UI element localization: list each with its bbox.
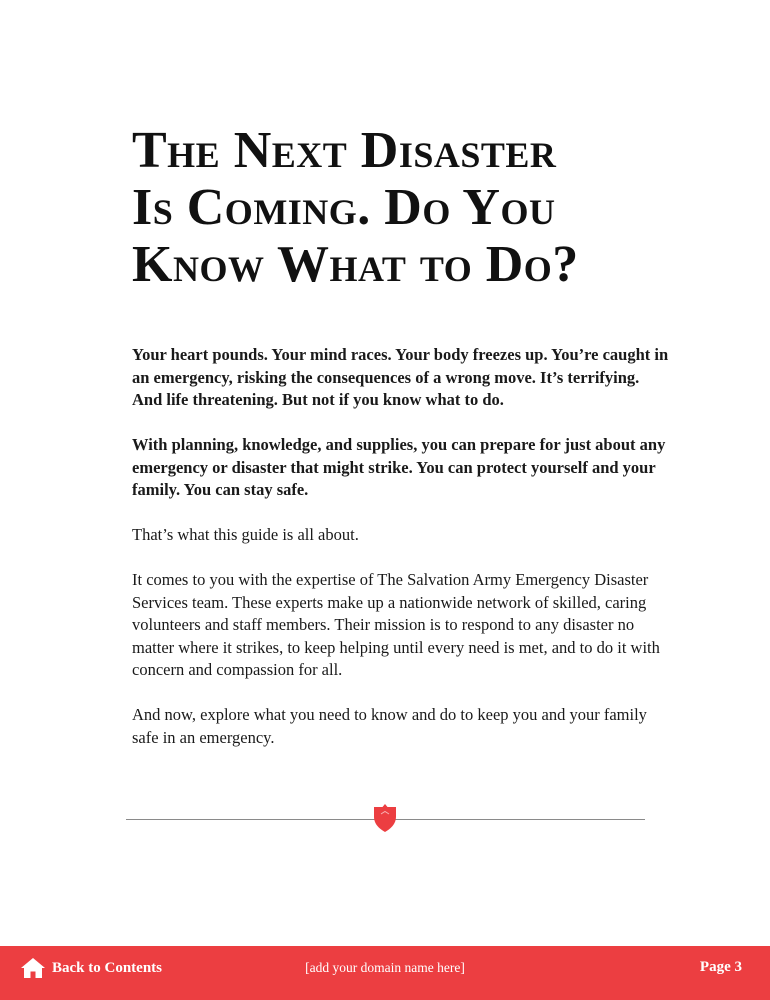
page-number: Page 3 [699,959,742,975]
lead-paragraph: Your heart pounds. Your mind races. Your body freezes up. You’re caught in an emergency, risking the consequences of a wrong move. It’s terrifying. And life threatening. But not if you know what to do. [132,345,669,409]
paragraph: It comes to you with the expertise of The Salvation Army Emergency Disaster Services team. These experts make up a nationwide network of skilled, caring volunteers and staff members. Their mission is to respond to any disaster no matter where it strikes, to keep helping until every need is met, and to do it with concern and compassion for all. [132,570,660,679]
title-line: Know What to Do? [132,236,579,293]
body-text [132,344,672,772]
paragraph: That’s what this guide is all about. [132,525,359,544]
paragraph: And now, explore what you need to know and do to keep you and your family safe in an emergency. [132,705,647,747]
title-line: The Next Disaster [132,122,557,179]
shield-icon [372,803,398,833]
back-to-contents-label: Back to Contents [52,959,163,976]
footer-bar [0,946,770,1000]
lead-paragraph: With planning, knowledge, and supplies, you can prepare for just about any emergency or disaster that might strike. You can protect yourself and your family. You can stay safe. [132,435,666,499]
page-title [132,122,692,293]
domain-placeholder: [add your domain name here] [305,960,465,975]
title-line: Is Coming. Do You [132,179,556,236]
